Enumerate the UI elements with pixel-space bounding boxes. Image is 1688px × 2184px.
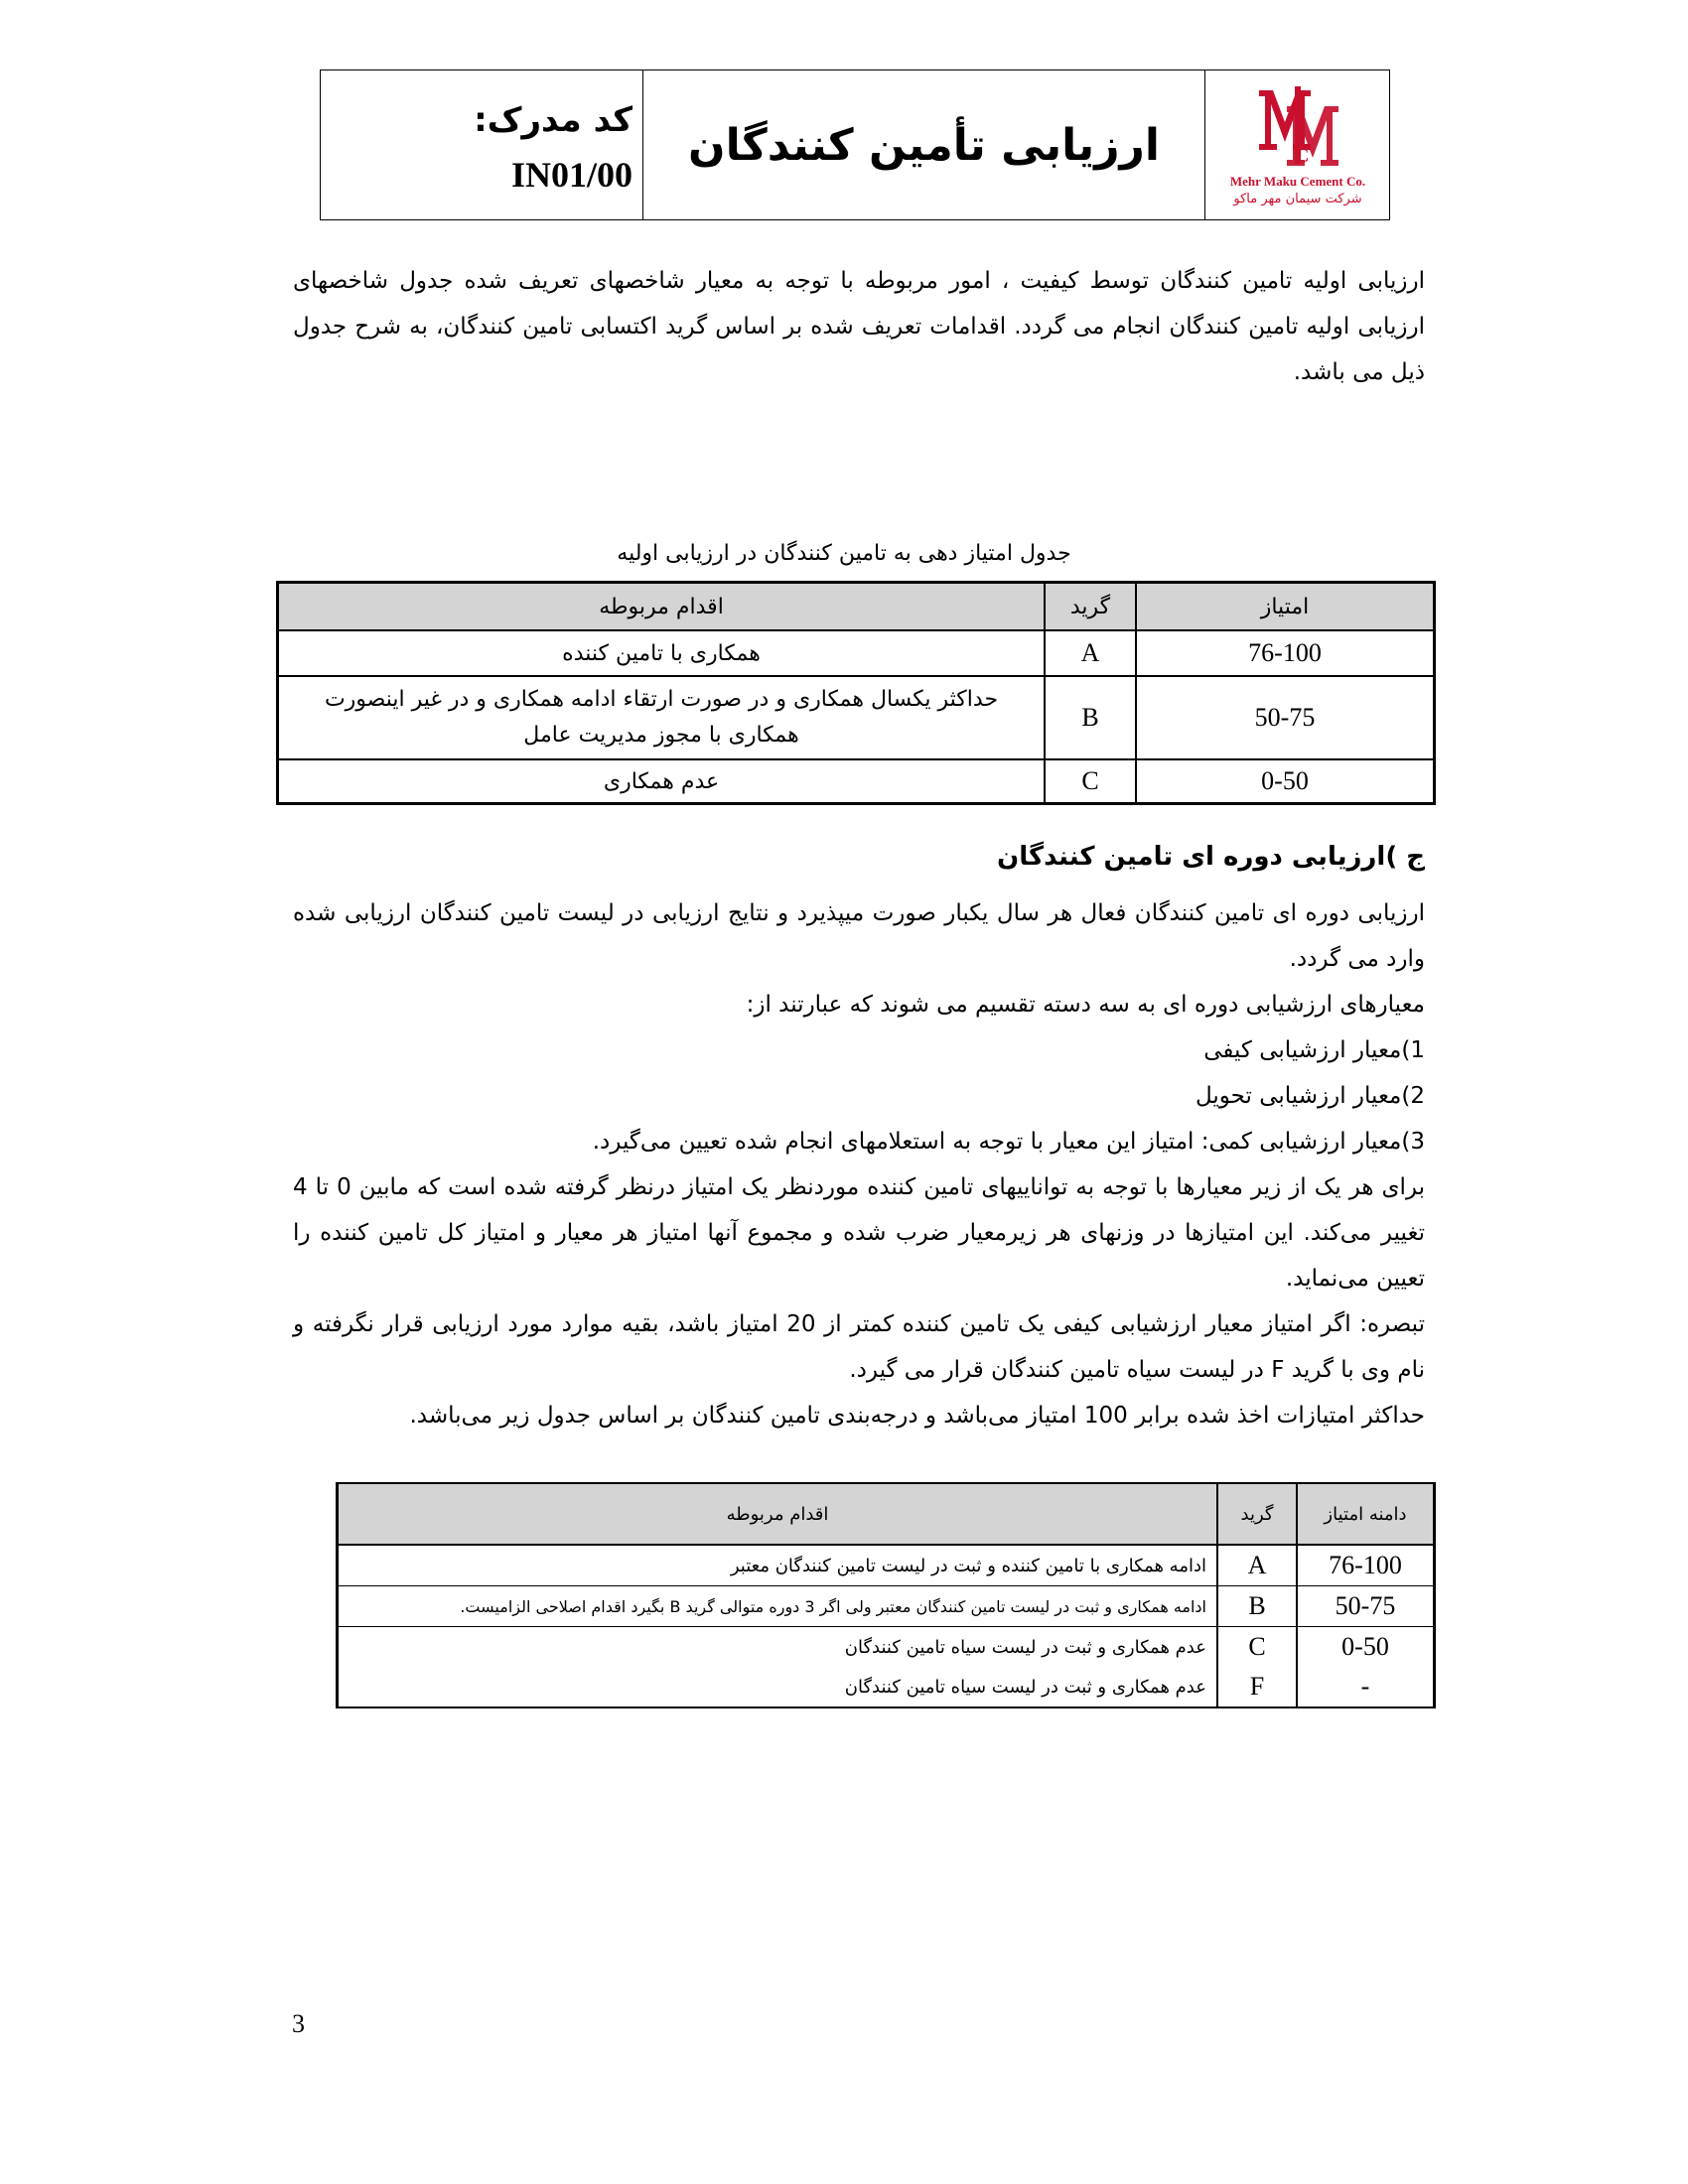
svg-text:C: C: [1295, 145, 1310, 167]
table-header-row: [338, 1484, 1434, 1546]
logo-english-name: Mehr Maku Cement Co.: [1229, 174, 1366, 189]
table-row: [338, 1627, 1434, 1667]
page-number: 3: [292, 2009, 305, 2038]
score-cell: 76-100: [1136, 630, 1434, 676]
table1-caption: جدول امتیاز دهی به تامین کنندگان در ارزیابی اولیه: [617, 541, 1071, 566]
range-cell: -: [1297, 1667, 1434, 1706]
grade-cell: A: [1217, 1546, 1297, 1586]
header-title-cell: [642, 70, 1204, 219]
table-header-row: [278, 583, 1434, 630]
periodic-grading-table: [336, 1482, 1436, 1708]
action-cell: ادامه همکاری و ثبت در لیست تامین کنندگان معتبر ولی اگر 3 دوره متوالی گرید B بگیرد اقدام اصلاحی الزامیست.: [338, 1586, 1217, 1627]
action-cell: عدم همکاری و ثبت در لیست سیاه تامین کنندگان: [338, 1627, 1217, 1667]
table-row: [278, 630, 1434, 676]
criteria-item-2: 2)معیار ارزشیابی تحویل: [1195, 1083, 1425, 1109]
table-row: [338, 1546, 1434, 1586]
initial-evaluation-table: [276, 581, 1436, 805]
paragraph: معیارهای ارزشیابی دوره ای به سه دسته تقسیم می شوند که عبارتند از:: [746, 992, 1425, 1018]
grade-cell: C: [1045, 759, 1136, 803]
mmc-logo-icon: [1255, 82, 1342, 172]
range-cell: 50-75: [1297, 1586, 1434, 1627]
criteria-item-3: 3)معیار ارزشیابی کمی: امتیاز این معیار با توجه به استعلامهای انجام شده تعیین می‌گیرد.: [592, 1129, 1425, 1155]
score-cell: 0-50: [1136, 759, 1434, 803]
grade-cell: A: [1045, 630, 1136, 676]
company-logo: [1204, 70, 1389, 219]
range-cell: 0-50: [1297, 1627, 1434, 1667]
action-cell: حداکثر یکسال همکاری و در صورت ارتقاء ادامه همکاری و در غیر اینصورت همکاری با مجوز مدیریت عامل: [278, 676, 1045, 759]
periodic-evaluation-text: [293, 890, 1425, 1438]
table-row: [278, 676, 1434, 759]
col-header-range: دامنه امتیاز: [1297, 1484, 1434, 1546]
range-cell: 76-100: [1297, 1546, 1434, 1586]
note-paragraph: تبصره: اگر امتیاز معیار ارزشیابی کیفی یک تامین کننده کمتر از 20 امتیاز باشد، بقیه موارد مورد ارزیابی قرار نگرفته و نام وی با گرید F در لیست سیاه تامین کنندگان قرار می گیرد.: [293, 1311, 1425, 1383]
grade-cell: B: [1045, 676, 1136, 759]
grade-cell: F: [1217, 1667, 1297, 1706]
doc-code-value: IN01/00: [510, 155, 633, 195]
document-title: ارزیابی تأمین کنندگان: [688, 119, 1160, 171]
grade-cell: B: [1217, 1586, 1297, 1627]
col-header-grade: گرید: [1217, 1484, 1297, 1546]
grade-cell: C: [1217, 1627, 1297, 1667]
col-header-grade: گرید: [1045, 583, 1136, 630]
table-row: [278, 759, 1434, 803]
action-cell: عدم همکاری و ثبت در لیست سیاه تامین کنندگان: [338, 1667, 1217, 1706]
paragraph: برای هر یک از زیر معیارها با توجه به تواناییهای تامین کننده موردنظر یک امتیاز درنظر گرفته شده است که مابین 0 تا 4 تغییر می‌کند. این امتیازها در وزنهای هر زیرمعیار ضرب شده و مجموع آنها امتیاز هر معیار و امتیاز کل تامین کننده را تعیین می‌نماید.: [293, 1174, 1425, 1292]
criteria-item-1: 1)معیار ارزشیابی کیفی: [1203, 1037, 1425, 1063]
col-header-action: اقدام مربوطه: [338, 1484, 1217, 1546]
table-row: [338, 1667, 1434, 1706]
logo-persian-name: شرکت سیمان مهر ماکو: [1233, 192, 1362, 206]
intro-paragraph: ارزیابی اولیه تامین کنندگان توسط کیفیت ، امور مربوطه با توجه به معیار شاخصهای تعریف شده جدول شاخصهای ارزیابی اولیه تامین کنندگان انجام می گردد. اقدامات تعریف شده بر اساس گرید اکتسابی تامین کنندگان، به شرح جدول ذیل می باشد.: [293, 268, 1425, 385]
action-cell: ادامه همکاری با تامین کننده و ثبت در لیست تامین کنندگان معتبر: [338, 1546, 1217, 1586]
col-header-action: اقدام مربوطه: [278, 583, 1045, 630]
action-cell: همکاری با تامین کننده: [278, 630, 1045, 676]
header-code-cell: [321, 70, 644, 219]
table-row: [338, 1586, 1434, 1627]
score-cell: 50-75: [1136, 676, 1434, 759]
action-cell: عدم همکاری: [278, 759, 1045, 803]
paragraph: حداکثر امتیازات اخذ شده برابر 100 امتیاز می‌باشد و درجه‌بندی تامین کنندگان بر اساس جدول زیر می‌باشد.: [409, 1403, 1425, 1429]
paragraph: ارزیابی دوره ای تامین کنندگان فعال هر سال یکبار صورت میپذیرد و نتایج ارزیابی در لیست تامین کنندگان ارزیابی شده وارد می گردد.: [293, 900, 1425, 972]
section-heading: ج )ارزیابی دوره ای تامین کنندگان: [997, 842, 1425, 872]
document-header: [320, 69, 1390, 220]
col-header-score: امتیاز: [1136, 583, 1434, 630]
doc-code-label: کد مدرک:: [474, 100, 633, 140]
